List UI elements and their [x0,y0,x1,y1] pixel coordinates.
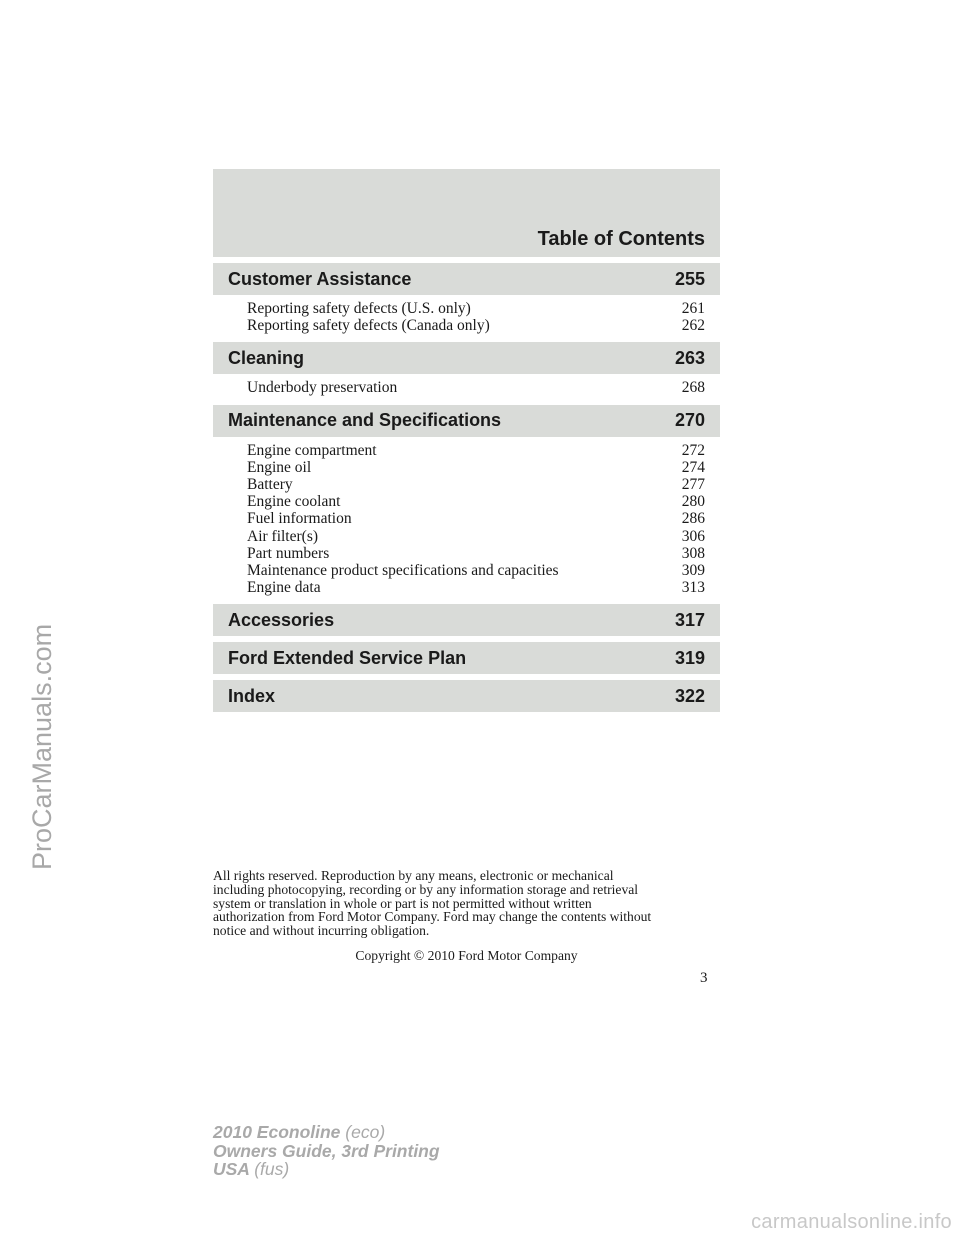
footer-market: USA [213,1159,250,1179]
entry-page: 262 [681,317,705,335]
section-entries [213,295,720,342]
rights-notice [213,869,723,938]
section-title: Maintenance and Specifications [228,410,502,431]
footer-edition: Owners Guide, 3rd Printing [213,1140,440,1161]
rights-notice-line: including photocopying, recording or by any information storage and retrieval [213,881,639,897]
entry-label: Engine data [247,579,321,597]
entry-page: 272 [681,441,705,459]
section-title: Customer Assistance [228,268,412,289]
side-watermark: ProCarManuals.com [27,623,57,870]
toc-entry[interactable] [247,300,705,317]
toc-entry[interactable] [247,317,705,334]
section-page: 270 [674,410,705,431]
toc-entry[interactable] [247,579,705,596]
toc-entry[interactable] [247,510,705,527]
entry-page: 261 [681,300,705,317]
section-entries [213,437,720,605]
section-entries [213,374,720,404]
section-page: 263 [674,347,705,368]
entry-page: 280 [681,493,705,511]
section-page: 317 [674,609,705,630]
entry-page: 277 [681,476,705,494]
entry-page: 274 [681,458,705,476]
entry-label: Fuel information [247,510,352,528]
toc-section[interactable] [213,604,720,636]
section-title: Index [228,685,276,706]
toc-entry[interactable] [247,528,705,545]
toc-entry[interactable] [247,476,705,493]
entry-page: 313 [681,579,705,597]
rights-notice-line: system or translation in whole or part is not permitted without written [213,895,592,911]
toc-entry[interactable] [247,379,705,396]
entry-label: Engine coolant [247,493,341,511]
section-title: Accessories [228,609,335,630]
rights-notice-line: authorization from Ford Motor Company. Ford may change the contents without [213,909,652,925]
document-footer [213,1123,440,1179]
footer-model: 2010 Econoline [213,1122,341,1142]
rights-notice-line: All rights reserved. Reproduction by any means, electronic or mechanical [213,868,614,883]
section-page: 319 [674,647,705,668]
toc-section[interactable] [213,642,720,674]
copyright-line: Copyright © 2010 Ford Motor Company [355,948,578,963]
entry-label: Part numbers [247,544,330,562]
page-number: 3 [700,970,708,986]
toc-section[interactable] [213,342,720,374]
entry-page: 306 [681,527,705,545]
entry-page: 286 [681,510,705,528]
entry-page: 308 [681,544,705,562]
entry-label: Air filter(s) [247,527,319,545]
bottom-watermark: carmanualsonline.info [751,1211,952,1233]
toc-entry[interactable] [247,562,705,579]
section-page: 322 [674,685,705,706]
footer-model-code: (eco) [345,1122,386,1142]
toc-section[interactable] [213,263,720,295]
section-title: Cleaning [228,347,305,368]
toc-entry[interactable] [247,493,705,510]
page-title: Table of Contents [537,228,705,250]
toc-entry[interactable] [247,442,705,459]
entry-label: Battery [247,476,293,494]
footer-market-code: (fus) [254,1159,290,1179]
entry-label: Engine compartment [247,441,377,459]
table-of-contents [213,263,720,718]
entry-label: Underbody preservation [247,379,398,397]
toc-entry[interactable] [247,459,705,476]
rights-notice-line: notice and without incurring obligation. [213,923,430,939]
toc-header-band [213,169,720,257]
toc-section[interactable] [213,405,720,437]
toc-entry[interactable] [247,545,705,562]
entry-label: Reporting safety defects (U.S. only) [247,300,471,317]
section-title: Ford Extended Service Plan [228,647,467,668]
entry-label: Maintenance product specifications and capacities [247,562,559,580]
section-gap [213,712,720,718]
entry-page: 268 [681,379,705,397]
entry-page: 309 [681,562,705,580]
toc-section[interactable] [213,680,720,712]
section-page: 255 [674,268,705,289]
entry-label: Reporting safety defects (Canada only) [247,317,490,335]
entry-label: Engine oil [247,458,312,476]
